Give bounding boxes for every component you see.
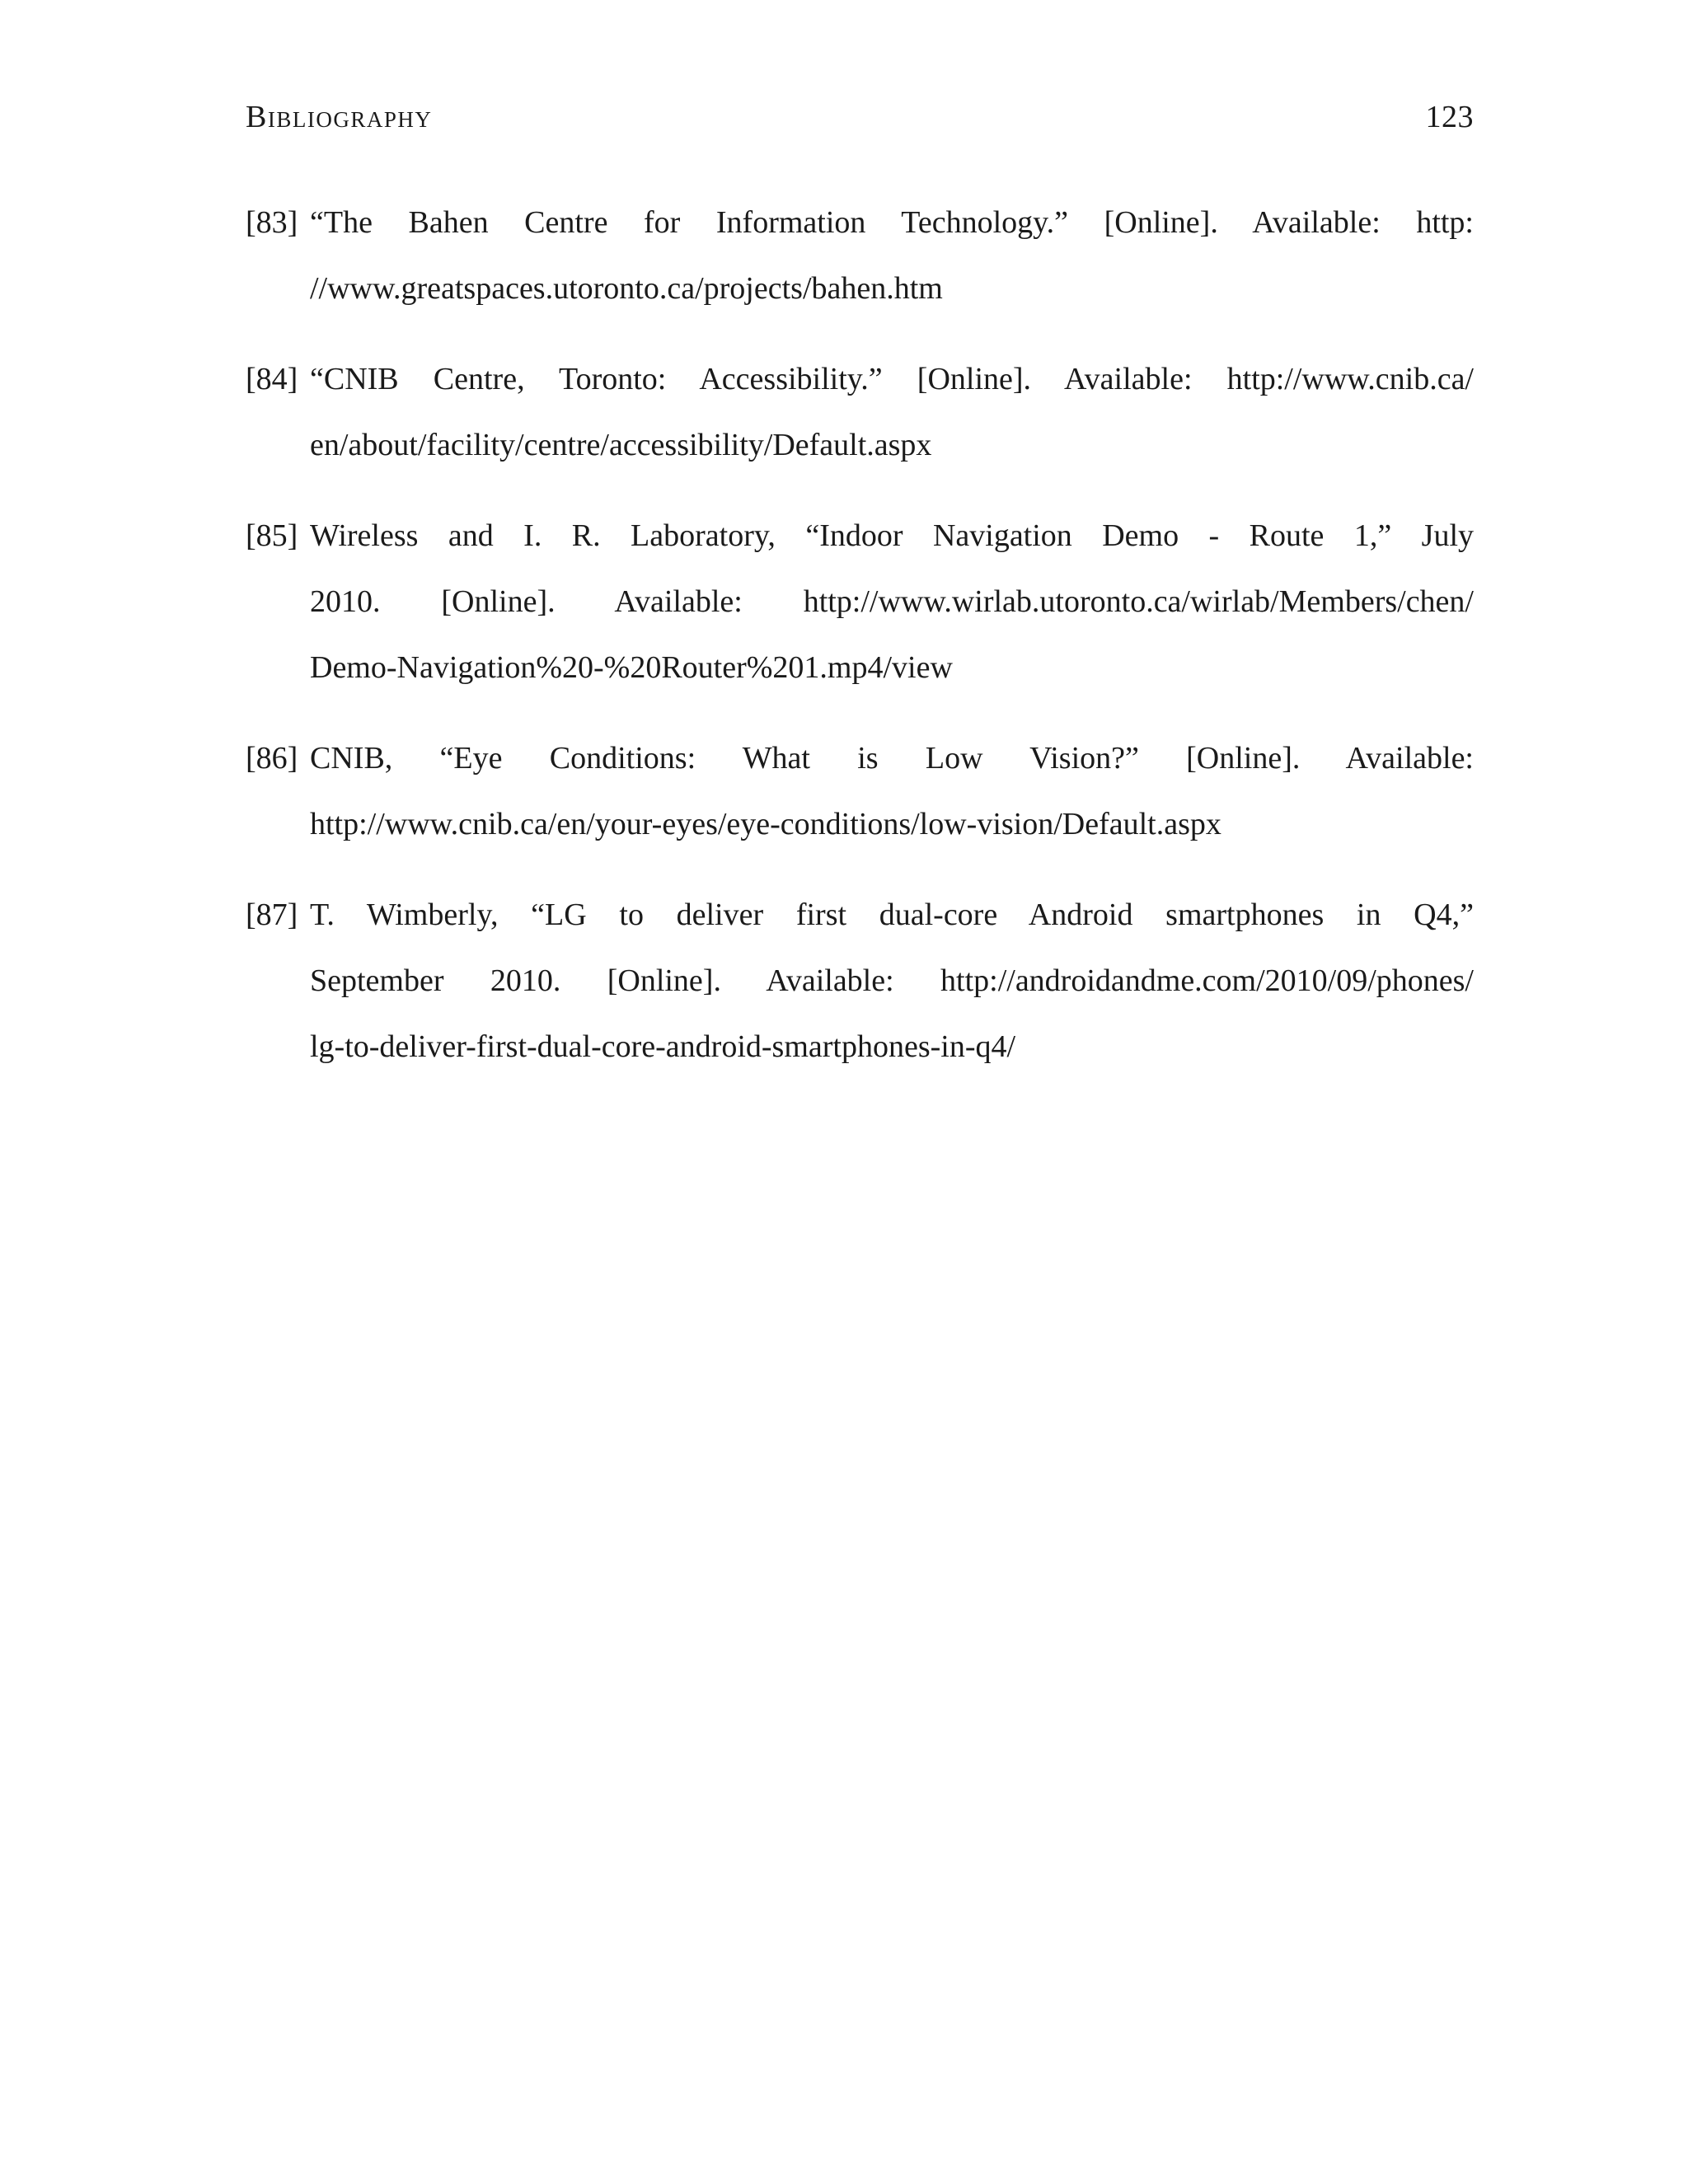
bib-link[interactable]: en/about/facility/centre/accessibility/Default.aspx: [310, 428, 932, 462]
bib-entry-84: [246, 346, 1474, 478]
bib-text: [310, 725, 1474, 857]
bib-link[interactable]: //www.greatspaces.utoronto.ca/projects/bahen.htm: [310, 271, 943, 306]
bibliography-list: [246, 190, 1474, 1104]
bib-text: [310, 346, 1474, 478]
bib-label: [83]: [246, 205, 298, 240]
bib-line: T. Wimberly, “LG to deliver first dual-core Android smartphones in Q4,”: [310, 898, 1474, 932]
bib-label: [85]: [246, 518, 298, 553]
running-header: [246, 99, 1474, 145]
bib-label: [86]: [246, 741, 298, 776]
bib-entry-86: [246, 725, 1474, 857]
bib-label: [84]: [246, 362, 298, 396]
bib-entry-83: [246, 190, 1474, 321]
bib-text: [310, 882, 1474, 1080]
page-number: 123: [1425, 100, 1474, 134]
bib-link[interactable]: lg-to-deliver-first-dual-core-android-smartphones-in-q4/: [310, 1029, 1016, 1064]
bib-text: [310, 503, 1474, 701]
header-title: Bibliography: [246, 100, 433, 134]
bib-link[interactable]: http://www.cnib.ca/en/your-eyes/eye-conditions/low-vision/Default.aspx: [310, 807, 1221, 841]
bib-line: “CNIB Centre, Toronto: Accessibility.” [Online]. Available: http://www.cnib.ca/: [310, 362, 1474, 396]
bib-line: “The Bahen Centre for Information Technology.” [Online]. Available: http:: [310, 205, 1474, 240]
bib-entry-85: [246, 503, 1474, 701]
bib-line: September 2010. [Online]. Available: http://androidandme.com/2010/09/phones/: [310, 963, 1474, 998]
bib-text: [310, 190, 1474, 321]
bib-label: [87]: [246, 898, 298, 932]
bib-line: Wireless and I. R. Laboratory, “Indoor Navigation Demo - Route 1,” July: [310, 518, 1474, 553]
bib-line: CNIB, “Eye Conditions: What is Low Vision?” [Online]. Available:: [310, 741, 1474, 776]
bib-link[interactable]: Demo-Navigation%20-%20Router%201.mp4/view: [310, 650, 953, 685]
bib-line: 2010. [Online]. Available: http://www.wirlab.utoronto.ca/wirlab/Members/chen/: [310, 584, 1474, 619]
bib-entry-87: [246, 882, 1474, 1080]
